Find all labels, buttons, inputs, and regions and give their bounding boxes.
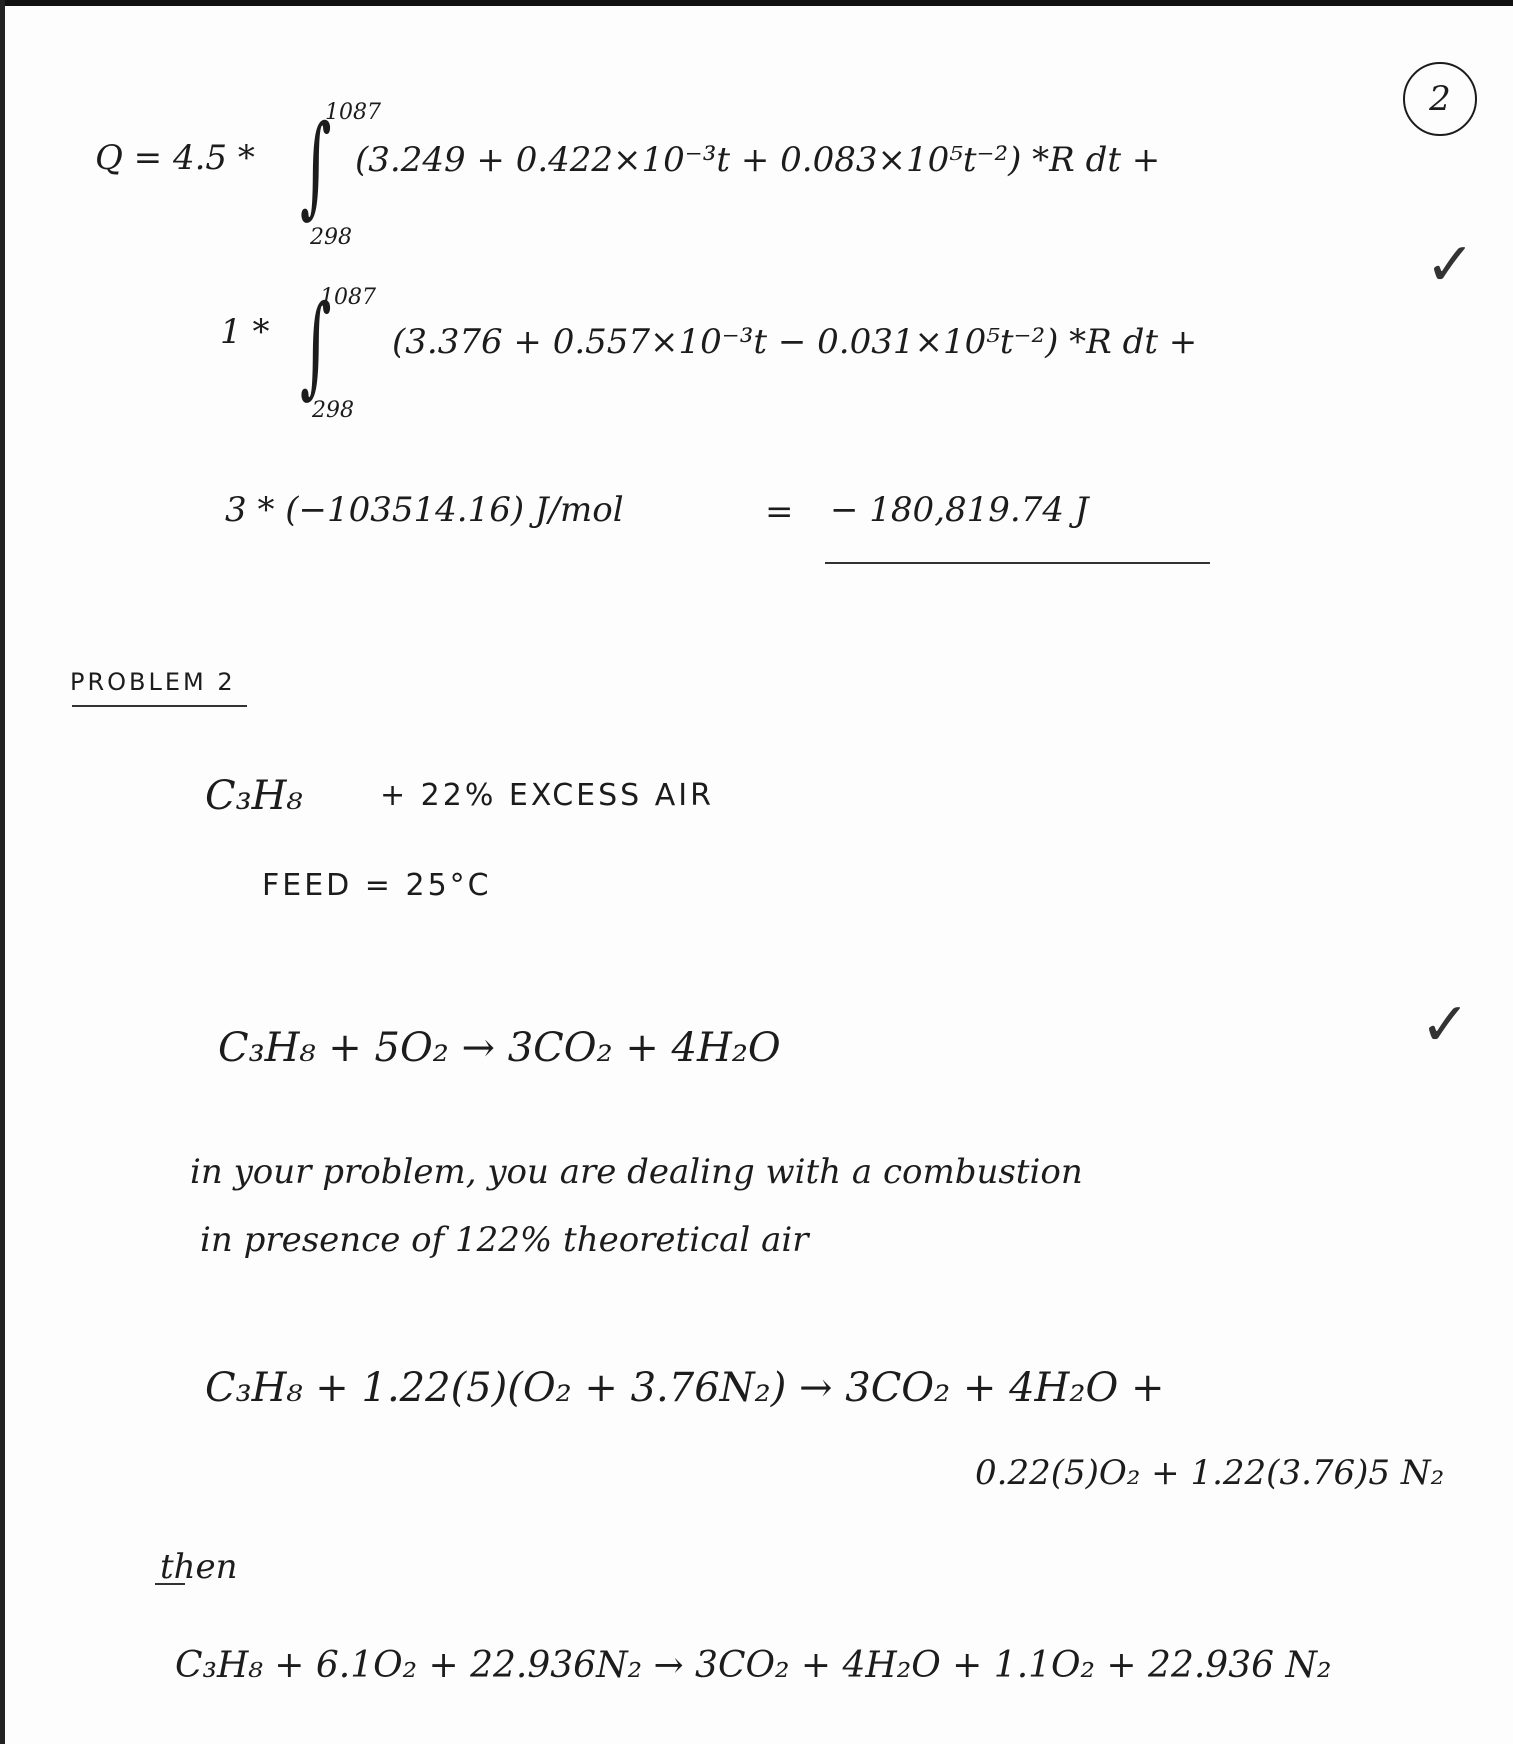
problem-heading-underline [72,705,247,707]
integral-2-upper-limit: 1087 [320,285,376,310]
result-underline [825,562,1210,564]
result-value: − 180,819.74 J [830,490,1089,530]
given-feed-temperature: FEED = 25°C [262,868,492,903]
note-line-1: in your problem, you are dealing with a combustion [190,1152,1083,1192]
given-formula: C₃H₈ [205,773,303,819]
page-number: 2 [1429,79,1451,119]
note-line-2: in presence of 122% theoretical air [200,1220,809,1260]
scan-edge-top [0,0,1513,6]
page-number-circle [1403,62,1477,136]
given-excess-air: + 22% EXCESS AIR [380,778,714,813]
reaction-excess-air-line-2: 0.22(5)O₂ + 1.22(3.76)5 N₂ [975,1453,1445,1493]
integral-2-integrand: (3.376 + 0.557×10⁻³t − 0.031×10⁵t⁻²) *R dt + [392,322,1198,362]
then-label: then [160,1547,238,1587]
check-mark-icon: ✓ [1420,990,1471,1060]
reaction-final: C₃H₈ + 6.1O₂ + 22.936N₂ → 3CO₂ + 4H₂O + 1.1O₂ + 22.936 N₂ [175,1645,1332,1686]
problem-heading: PROBLEM 2 [70,668,236,696]
reaction-excess-air-line-1: C₃H₈ + 1.22(5)(O₂ + 3.76N₂) → 3CO₂ + 4H₂O + [205,1365,1165,1411]
integral-sign-icon: ∫ [300,281,332,409]
integral-1-lower-limit: 298 [310,225,352,250]
result-equals: = [765,492,794,532]
check-mark-icon: ✓ [1425,230,1476,300]
integral-1-upper-limit: 1087 [325,100,381,125]
then-underline [155,1583,185,1585]
integral-1-lhs: Q = 4.5 * [95,138,255,178]
integral-sign-icon: ∫ [300,101,332,229]
result-lhs: 3 * (−103514.16) J/mol [225,490,624,530]
integral-2-lhs: 1 * [220,312,270,352]
reaction-stoichiometric: C₃H₈ + 5O₂ → 3CO₂ + 4H₂O [218,1025,781,1071]
integral-1-integrand: (3.249 + 0.422×10⁻³t + 0.083×10⁵t⁻²) *R dt + [355,140,1161,180]
scan-edge-left [0,0,5,1744]
integral-2-lower-limit: 298 [312,398,354,423]
